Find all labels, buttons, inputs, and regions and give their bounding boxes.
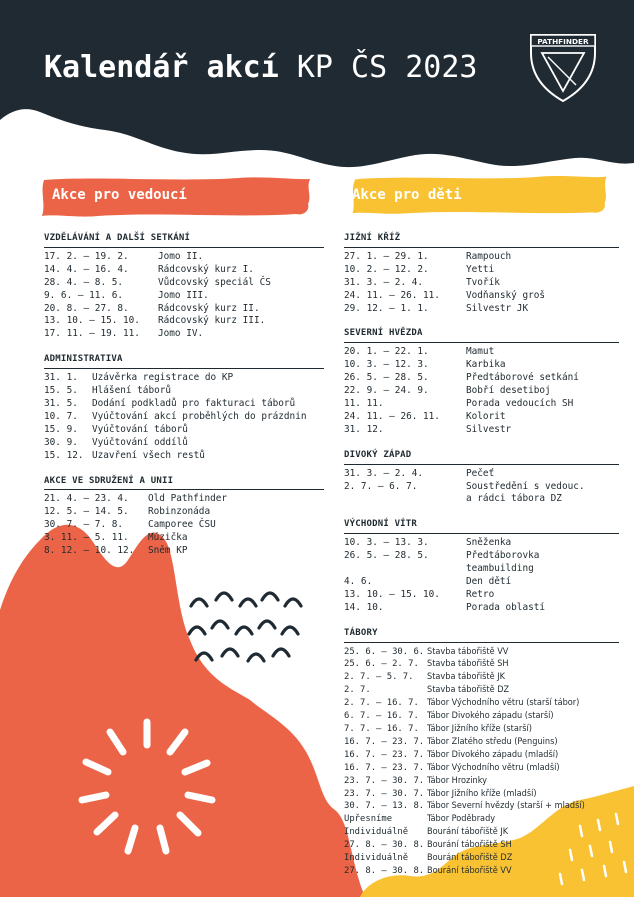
event-row [344,537,619,550]
event-row [344,563,619,576]
event-name: Vyúčtování táborů [92,423,188,435]
event-date: 2. 7. [344,685,371,696]
event-name: Dodání podkladů pro fakturaci táborů [92,397,296,409]
event-row [344,826,619,839]
event-name: Bourání tábořiště VV [427,865,512,876]
event-date: Individuálně [344,853,409,864]
event-row [344,736,619,749]
event-name: Tábor Divokého západu (mladší) [427,749,559,760]
event-date: 11. 11. [344,397,384,409]
event-row [44,437,324,450]
event-row [344,290,619,303]
event-name: Porada oblastí [466,601,546,613]
section-title: VZDĚLÁVÁNÍ A DALŠÍ SETKÁNÍ [44,232,324,248]
event-row [344,710,619,723]
event-date: 13. 10. – 15. 10. [44,315,140,327]
event-date: 12. 5. – 14. 5. [44,506,129,518]
event-name: Robinzonáda [148,506,211,518]
event-date: 25. 6. – 2. 7. [344,659,419,670]
event-date: 31. 3. – 2. 4. [344,467,424,479]
event-name: Bourání tábořiště SH [427,840,512,851]
event-date [344,563,466,576]
event-date: 16. 7. – 23. 7. [344,749,425,760]
event-name: Stavba tábořiště SH [427,659,509,670]
event-row [344,852,619,865]
event-name: Uzávěrka registrace do KP [92,372,234,384]
event-row [344,697,619,710]
event-row [44,450,324,463]
section-block [44,475,324,558]
event-name: Tábor Severní hvězdy (starší + mladší) [427,801,585,812]
event-name: Tábor Jižního kříže (starší) [427,724,532,734]
event-date: 10. 2. – 12. 2. [344,263,429,275]
event-name: Vyúčtování oddílů [92,436,188,448]
event-date: 8. 12. – 10. 12. [44,545,135,557]
event-name: Stavba tábořiště VV [427,646,509,657]
event-name: Tábor Divokého západu (starší) [427,711,554,722]
event-date: 30. 7. – 13. 8. [344,801,425,812]
event-date: 15. 5. [44,385,78,397]
event-row [344,468,619,481]
event-date: 16. 7. – 23. 7. [344,736,425,747]
event-date: 4. 6. [344,575,373,587]
event-date: 10. 7. [44,410,78,422]
section-block [344,327,619,436]
event-date: 23. 7. – 30. 7. [344,775,425,786]
event-date: 31. 1. [44,372,78,384]
event-row [344,303,619,316]
flower-center [121,764,173,816]
event-date: 10. 3. – 12. 3. [344,359,429,371]
event-date: 31. 12. [344,423,384,435]
event-date: 27. 1. – 29. 1. [344,250,429,262]
section-title: ADMINISTRATIVA [44,353,324,369]
event-row [344,359,619,372]
section-block [344,449,619,507]
page-title: Kalendář akcí KP ČS 2023 [44,50,478,85]
event-name: a rádci tábora DZ [466,493,562,505]
event-row [344,424,619,437]
event-date: 26. 5. – 28. 5. [344,550,429,562]
event-name: Rádcovský kurz II. [158,302,260,314]
section-title: JIŽNÍ KŘÍŽ [344,232,619,248]
event-name: Hlášení táborů [92,385,172,397]
section-title: SEVERNÍ HVĚZDA [344,327,619,343]
event-row [344,646,619,659]
event-name: Tábor Poděbrady [427,814,496,825]
event-date: 22. 9. – 24. 9. [344,385,429,397]
section-block [344,518,619,614]
event-name: Soustředění s vedouc. [466,480,585,492]
event-row [44,493,324,506]
event-row [44,251,324,264]
section-block [344,627,619,878]
event-row [344,589,619,602]
event-name: Uzavření všech restů [92,449,205,461]
event-date: 6. 7. – 16. 7. [344,711,419,722]
section-block [344,232,619,315]
event-date: 23. 7. – 30. 7. [344,788,425,799]
event-row [344,839,619,852]
event-date: 24. 11. – 26. 11. [344,410,440,422]
event-row [344,762,619,775]
logo-text: PATHFINDER [537,36,589,46]
event-date: 9. 6. – 11. 6. [44,289,124,301]
event-row [344,481,619,494]
event-row [344,385,619,398]
event-name: Předtáborovka [466,550,540,562]
event-row [344,550,619,563]
event-date: 20. 1. – 22. 1. [344,346,429,358]
event-name: Tábor Jižního kříže (mladší) [427,788,537,799]
event-name: Den dětí [466,575,512,587]
event-date: 30. 7. – 7. 8. [44,519,124,531]
event-name: Předtáborové setkání [466,372,579,384]
event-date: 29. 12. – 1. 1. [344,302,429,314]
event-row [44,277,324,290]
event-name: Jomo III. [158,289,209,301]
event-name: Rampouch [466,250,512,262]
event-date: 25. 6. – 30. 6. [344,646,425,657]
event-date: 15. 9. [44,423,78,435]
event-row [344,671,619,684]
event-row [344,398,619,411]
event-date: 17. 2. – 19. 2. [44,250,129,262]
event-name: Jomo IV. [158,328,204,340]
event-name: Rádcovský kurz I. [158,263,254,275]
event-name: Sněženka [466,537,512,549]
event-row [344,723,619,736]
event-row [344,277,619,290]
event-date: 24. 11. – 26. 11. [344,289,440,301]
section-block [44,232,324,341]
orange-blob [0,525,365,897]
event-name: Múzička [148,532,188,544]
event-date: 2. 7. – 5. 7. [344,672,414,683]
event-row [44,424,324,437]
event-date: 13. 10. – 15. 10. [344,588,440,600]
event-row [344,411,619,424]
event-row [44,328,324,341]
event-name: Bobří desetiboj [466,385,551,397]
deti-heading: Akce pro děti [352,187,462,203]
event-row [344,658,619,671]
event-date: 10. 3. – 13. 3. [344,537,429,549]
event-row [344,775,619,788]
section-title: VÝCHODNÍ VÍTR [344,518,619,534]
deti-column [344,232,619,890]
event-row [344,602,619,615]
event-name: Stavba tábořiště JK [427,672,505,683]
event-name: Rádcovský kurz III. [158,315,266,327]
event-date: 31. 3. – 2. 4. [344,276,424,288]
event-row [44,264,324,277]
event-name: Silvestr [466,423,512,435]
event-row [344,251,619,264]
event-row [344,749,619,762]
event-name: Pečeť [466,467,495,479]
event-row [344,264,619,277]
event-row [44,303,324,316]
event-row [344,684,619,697]
event-row [44,315,324,328]
event-name: Tábor Východního větru (starší tábor) [427,698,580,709]
section-title: DIVOKÝ ZÁPAD [344,449,619,465]
event-name: Porada vedoucích SH [466,397,574,409]
event-row [344,493,619,506]
event-name: Vodňanský groš [466,289,546,301]
event-name: Mamut [466,346,495,358]
section-title: AKCE VE SDRUŽENÍ A UNII [44,475,324,491]
event-date: 17. 11. – 19. 11. [44,328,140,340]
event-row [44,532,324,545]
event-name: Tábor Hrozinky [427,775,487,786]
event-row [344,576,619,589]
event-date: Upřesníme [344,814,393,825]
event-date [344,493,466,506]
event-row [44,290,324,303]
event-name: Camporee ČSU [148,519,216,531]
event-name: Bourání tábořiště DZ [427,853,513,864]
event-name: Retro [466,588,495,600]
event-name: Jomo II. [158,250,204,262]
event-row [44,411,324,424]
event-name: Vyúčtování akcí proběhlých do prázdnin [92,410,307,422]
event-date: 20. 8. – 27. 8. [44,302,129,314]
event-date: 7. 7. – 16. 7. [344,724,419,734]
event-date: 14. 4. – 16. 4. [44,263,129,275]
event-row [344,813,619,826]
event-name: Karbika [466,359,506,371]
event-date: 3. 11. – 5. 11. [44,532,129,544]
event-name: Tvořík [466,276,500,288]
event-name: Yetti [466,263,495,275]
event-date: 21. 4. – 23. 4. [44,493,129,505]
event-row [44,398,324,411]
event-row [344,346,619,359]
event-row [44,506,324,519]
event-name: Kolorit [466,410,506,422]
section-title: TÁBORY [344,627,619,643]
vedouci-column [44,232,324,570]
section-block [44,353,324,462]
pathfinder-logo [528,31,598,103]
event-row [344,865,619,878]
event-date: 27. 8. – 30. 8. [344,865,425,876]
event-date: 27. 8. – 30. 8. [344,840,425,851]
event-row [344,372,619,385]
event-date: Individuálně [344,827,409,838]
event-name: Silvestr JK [466,302,529,314]
event-date: 28. 4. – 8. 5. [44,276,124,288]
event-date: 2. 7. – 6. 7. [344,480,418,492]
event-name: Sněm KP [148,545,188,557]
event-date: 26. 5. – 28. 5. [344,372,429,384]
event-row [344,788,619,801]
event-name: Tábor Zlatého středu (Penguins) [427,736,558,747]
event-date: 2. 7. – 16. 7. [344,698,419,709]
event-name: Vůdcovský speciál ČS [158,276,271,288]
event-date: 14. 10. [344,601,384,613]
vedouci-heading: Akce pro vedoucí [52,187,187,203]
event-date: 30. 9. [44,436,78,448]
event-row [44,385,324,398]
event-date: 16. 7. – 23. 7. [344,762,425,773]
event-date: 31. 5. [44,397,78,409]
event-row [44,545,324,558]
arc-pattern [189,593,301,661]
event-name: teambuilding [466,563,534,575]
event-row [44,372,324,385]
event-name: Stavba tábořiště DZ [427,685,510,696]
event-row [344,800,619,813]
event-name: Tábor Východního větru (mladší) [427,762,560,773]
event-name: Bourání tábořiště JK [427,827,509,838]
event-row [44,519,324,532]
event-date: 15. 12. [44,449,84,461]
event-name: Old Pathfinder [148,493,228,505]
